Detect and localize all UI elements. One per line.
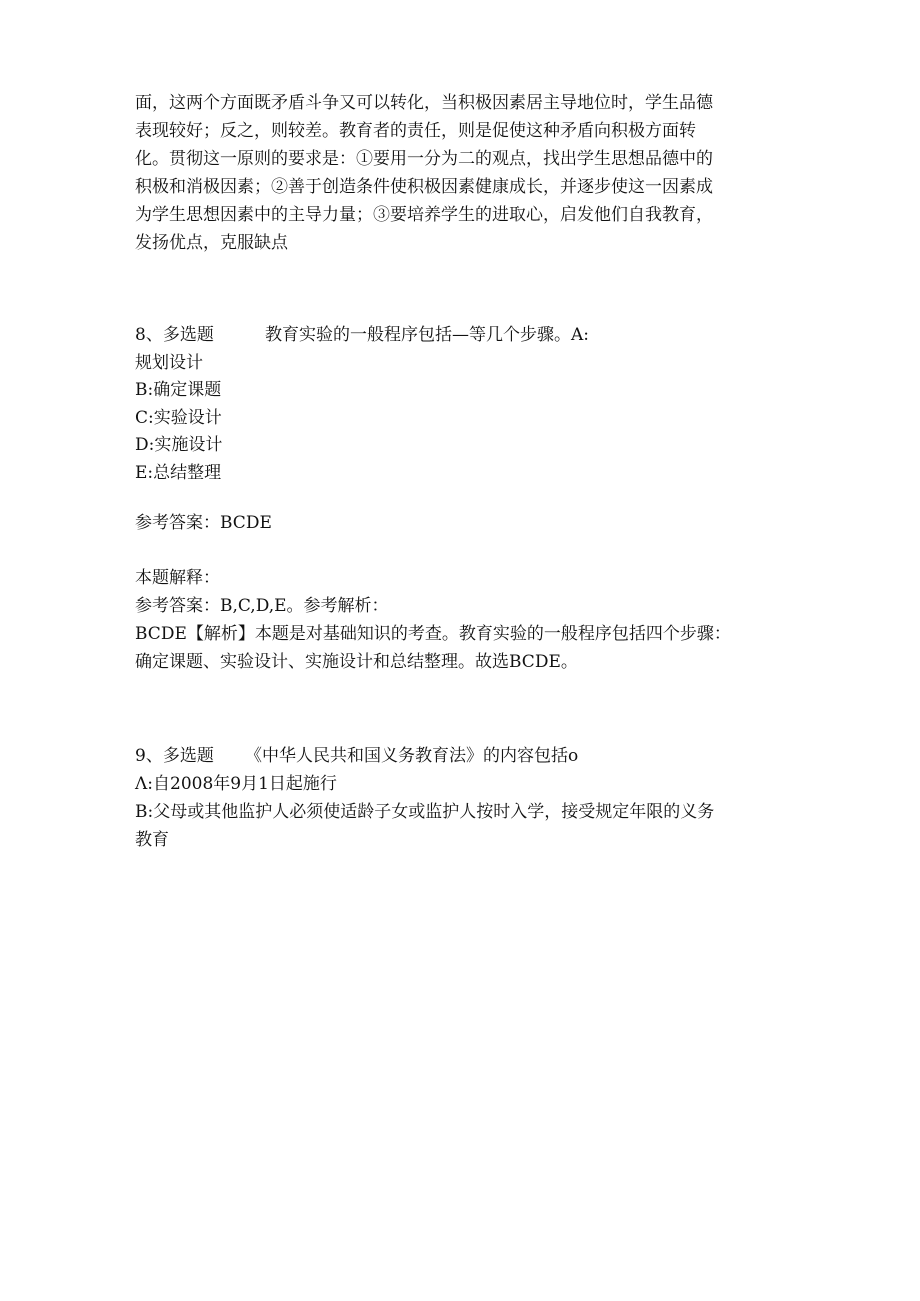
option: B:确定课题 (135, 380, 222, 400)
option: 规划设计 (135, 353, 203, 373)
answer: 参考答案：BCDE (135, 513, 272, 533)
paragraph-line: 为学生思想因素中的主导力量；③要培养学生的进取心，启发他们自我教育， (135, 205, 713, 225)
paragraph-line: 发扬优点，克服缺点 (135, 233, 288, 253)
explanation-line: BCDE【解析】本题是对基础知识的考查。教育实验的一般程序包括四个步骤： (135, 624, 731, 644)
option: B:父母或其他监护人必须使适龄子女或监护人按时入学，接受规定年限的义务 (135, 802, 715, 822)
option: E:总结整理 (135, 463, 222, 483)
paragraph-line: 面，这两个方面既矛盾斗争又可以转化，当积极因素居主导地位时，学生品德 (135, 93, 713, 113)
option: 教育 (135, 830, 169, 850)
paragraph-line: 积极和消极因素；②善于创造条件使积极因素健康成长，并逐步使这一因素成 (135, 177, 713, 197)
question-9-number: 9、多选题 (135, 746, 214, 766)
paragraph-line: 化。贯彻这一原则的要求是：①要用一分为二的观点，找出学生思想品德中的 (135, 149, 713, 169)
question-8-number: 8、多选题 (135, 325, 214, 345)
option: D:实施设计 (135, 435, 223, 455)
explanation-line: 确定课题、实验设计、实施设计和总结整理。故选BCDE。 (135, 652, 578, 672)
explanation-title: 本题解释： (135, 568, 220, 588)
option: Λ:自2008年9月1日起施行 (135, 774, 337, 794)
paragraph-line: 表现较好；反之，则较差。教育者的责任，则是促使这种矛盾向积极方面转 (135, 121, 696, 141)
question-9-stem: 《中华人民共和国义务教育法》的内容包括o (245, 746, 579, 766)
question-8-stem: 教育实验的一般程序包括—等几个步骤。A: (265, 325, 590, 345)
option: C:实验设计 (135, 408, 222, 428)
explanation-line: 参考答案：B,C,D,E。参考解析： (135, 596, 389, 616)
